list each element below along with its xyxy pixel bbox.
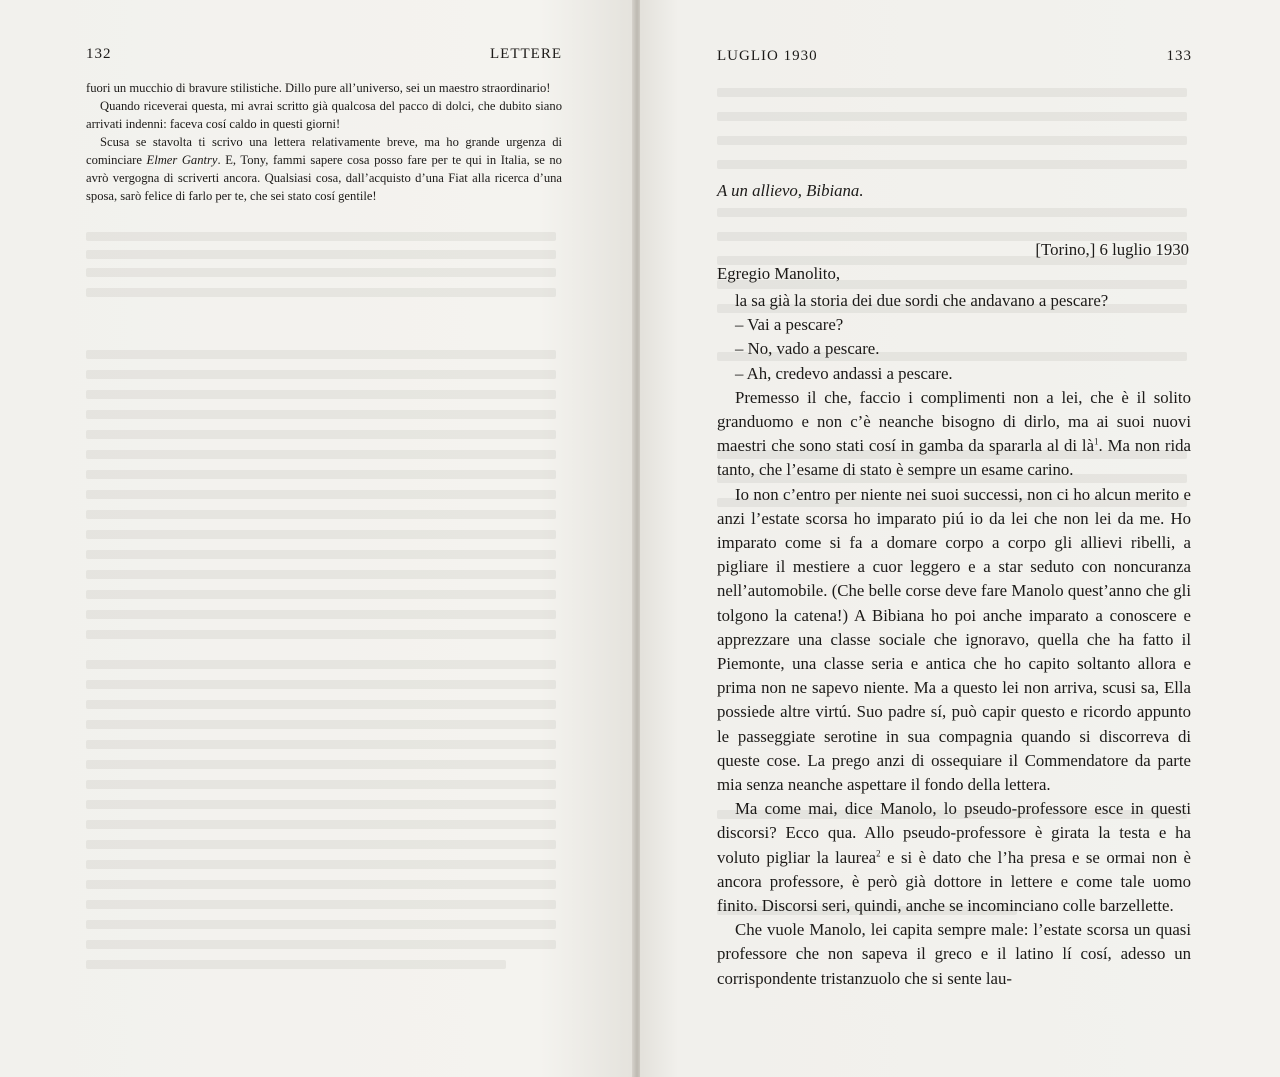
running-head-luglio-1930: LUGLIO 1930	[717, 48, 818, 64]
left-page	[0, 0, 636, 1077]
letter-paragraph-1-end: . Ma non rida tanto, che l’esame di stato è sempre un esame carino.	[717, 436, 1191, 480]
left-paragraph-1: fuori un mucchio di bravure stilistiche. Dillo pure all’universo, sei un maestro straordinario!	[86, 81, 551, 95]
left-paragraph-2: Quando riceverai questa, mi avrai scritto già qualcosa del pacco di dolci, che dubito siano arrivati indenni: faceva cosí caldo in questi giorni!	[86, 99, 562, 131]
page-number-left: 132	[86, 46, 112, 62]
letter-paragraph-4: Che vuole Manolo, lei capita sempre male: l’estate scorsa un quasi professore che non sapeva il greco e il latino lí cosí, adesso un corrispondente tristanzuolo che si sente lau-	[717, 920, 1191, 988]
letter-paragraph-1-start: Premesso il che, faccio i complimenti non a lei, che è il solito granduomo e non c’è neanche bisogno di dirlo, ma ai suoi nuovi maestri che sono stati cosí in gamba da spararla al di là	[717, 387, 1191, 456]
left-paragraph-3	[86, 133, 562, 205]
left-paragraph-3-start: Scusa se stavolta ti scrivo una lettera relativamente breve, ma ho grande urgenza di cominciare	[86, 135, 562, 167]
letter-paragraph-1	[717, 386, 1191, 483]
right-page	[640, 0, 1280, 1077]
letter-body	[717, 289, 1191, 991]
book-title-elmer-gantry: Elmer Gantry	[146, 153, 218, 167]
running-head-lettere: LETTERE	[490, 46, 562, 62]
dialogue-line-4: – Ah, credevo andassi a pescare.	[735, 363, 953, 383]
letter-addressee: A un allievo, Bibiana.	[717, 181, 864, 200]
dialogue-line-2: – Vai a pescare?	[735, 315, 844, 335]
left-running-head	[86, 46, 562, 70]
letter-salutation: Egregio Manolito,	[717, 264, 841, 283]
letter-paragraph-3	[717, 797, 1191, 918]
page-number-right: 133	[1166, 48, 1192, 64]
left-page-text	[86, 79, 562, 205]
letter-paragraph-2: Io non c’entro per niente nei suoi successi, non ci ho alcun merito e anzi l’estate scorsa ho imparato piú io da lei che non lei da me. Ho imparato come si fa a domare corpo a corpo gli allievi ribelli, a pigliare il mestiere a cuor leggero e a star seduto con noncuranza nell’automobile. (Che belle corse deve fare Manolo quest’anno che gli tolgono la catena!) A Bibiana ho poi anche imparato a conoscere e apprezzare una classe sociale che ignoravo, quella che ha fatto il Piemonte, una classe seria e antica che ho capito soltanto allora e prima non ne sapevo niente. Ma a questo lei non arriva, scusi sa, Ella possiede altre virtú. Suo padre sí, può capir questo e ricordo appunto le passeggiate serotine in sua compagnia quando si discorreva di queste cose. La prego anzi di ossequiare il Commendatore da parte mia senza neanche aspettare il fondo della lettera.	[717, 484, 1191, 795]
left-paragraph-3-end: . E, Tony, fammi sapere cosa posso fare per te qui in Italia, se no avrò vergogna di scriverti ancora. Qualsiasi cosa, dall’acquisto d’una Fiat alla ricerca d’una sposa, sarò felice di farlo per te, che sei stato cosí gentile!	[86, 153, 562, 203]
footnote-ref-2: 2	[876, 848, 881, 859]
letter-paragraph-3-end: e si è dato che l’ha presa e se ormai non è ancora professore, è però già dottore in lettere e come tale uomo finito. Discorsi seri, quindi, anche se incominciano colle barzellette.	[717, 847, 1191, 916]
footnote-ref-1: 1	[1094, 436, 1099, 447]
right-running-head	[717, 48, 1192, 74]
letter-dateline: [Torino,] 6 luglio 1930	[1035, 240, 1189, 259]
dialogue-line-1: la sa già la storia dei due sordi che andavano a pescare?	[735, 291, 1109, 310]
dialogue-line-3: – No, vado a pescare.	[735, 339, 880, 359]
letter-paragraph-3-start: Ma come mai, dice Manolo, lo pseudo-professore esce in questi discorsi? Ecco qua. Allo pseudo-professore è girata la testa e ha voluto pigliar la laurea	[717, 799, 1191, 867]
